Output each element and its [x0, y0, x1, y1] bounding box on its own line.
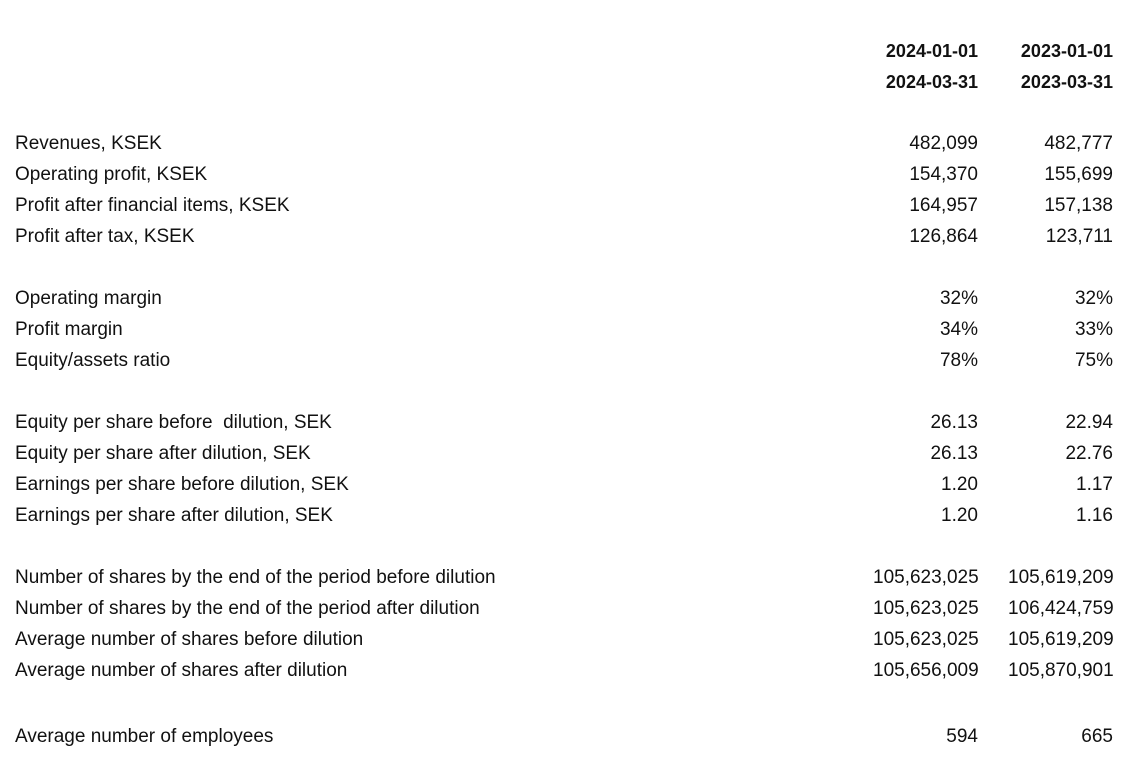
value-2024: 105,623,025 — [873, 566, 979, 588]
row-label: Profit after financial items, KSEK — [15, 194, 290, 216]
table-row — [15, 407, 1113, 438]
row-label: Operating margin — [15, 287, 162, 309]
row-label: Average number of shares before dilution — [15, 628, 364, 650]
table-row — [15, 128, 1113, 159]
value-2024: 105,623,025 — [873, 628, 979, 650]
table-row — [15, 469, 1113, 500]
row-label: Earnings per share before dilution, SEK — [15, 473, 349, 495]
value-2024: 78% — [939, 349, 978, 371]
table-row — [15, 283, 1113, 314]
table-header — [873, 36, 1113, 98]
period-start: 2024-01-01 — [885, 41, 978, 61]
value-2023: 106,424,759 — [1008, 597, 1114, 619]
table-row — [15, 624, 1113, 655]
table-row — [15, 562, 1113, 593]
table-row — [15, 593, 1113, 624]
period-column-2024 — [873, 36, 978, 98]
value-2023: 75% — [1074, 349, 1113, 371]
table-row — [15, 190, 1113, 221]
row-label: Revenues, KSEK — [15, 132, 162, 154]
value-2024: 105,656,009 — [873, 659, 979, 681]
value-2023: 665 — [1081, 725, 1113, 747]
value-2024: 482,099 — [909, 132, 978, 154]
row-label: Earnings per share after dilution, SEK — [15, 504, 333, 526]
value-2023: 105,870,901 — [1008, 659, 1114, 681]
period-end: 2023-03-31 — [1020, 72, 1113, 92]
row-label: Profit after tax, KSEK — [15, 225, 195, 247]
value-2023: 22.76 — [1065, 442, 1113, 464]
table-row — [15, 721, 1113, 752]
row-label: Operating profit, KSEK — [15, 163, 208, 185]
value-2024: 126,864 — [909, 225, 978, 247]
row-label: Equity per share after dilution, SEK — [15, 442, 311, 464]
value-2023: 32% — [1074, 287, 1113, 309]
group-spacer — [15, 252, 1113, 283]
value-2024: 105,623,025 — [873, 597, 979, 619]
table-row — [15, 500, 1113, 531]
value-2023: 155,699 — [1044, 163, 1113, 185]
value-2023: 105,619,209 — [1008, 566, 1114, 588]
row-label: Profit margin — [15, 318, 123, 340]
value-2024: 32% — [939, 287, 978, 309]
value-2023: 1.16 — [1076, 504, 1113, 526]
table-row — [15, 655, 1113, 686]
row-label: Average number of employees — [15, 725, 274, 747]
key-figures-table — [15, 128, 1113, 752]
table-row — [15, 438, 1113, 469]
group-spacer — [15, 686, 1113, 721]
value-2024: 1.20 — [941, 504, 978, 526]
value-2023: 157,138 — [1044, 194, 1113, 216]
value-2023: 105,619,209 — [1008, 628, 1114, 650]
value-2024: 164,957 — [909, 194, 978, 216]
table-row — [15, 314, 1113, 345]
group-spacer — [15, 376, 1113, 407]
value-2023: 123,711 — [1045, 225, 1113, 247]
table-row — [15, 221, 1113, 252]
value-2024: 594 — [946, 725, 978, 747]
row-label: Number of shares by the end of the period after dilution — [15, 597, 480, 619]
value-2023: 482,777 — [1044, 132, 1113, 154]
row-label: Average number of shares after dilution — [15, 659, 348, 681]
row-label: Equity/assets ratio — [15, 349, 171, 371]
table-row — [15, 159, 1113, 190]
value-2023: 22.94 — [1065, 411, 1113, 433]
table-row — [15, 345, 1113, 376]
value-2024: 26.13 — [930, 442, 978, 464]
value-2024: 1.20 — [941, 473, 978, 495]
value-2023: 1.17 — [1076, 473, 1113, 495]
value-2024: 154,370 — [909, 163, 978, 185]
value-2024: 34% — [939, 318, 978, 340]
period-start: 2023-01-01 — [1020, 41, 1113, 61]
period-column-2023 — [1008, 36, 1113, 98]
value-2023: 33% — [1074, 318, 1113, 340]
group-spacer — [15, 531, 1113, 562]
row-label: Number of shares by the end of the period before dilution — [15, 566, 496, 588]
row-label: Equity per share before dilution, SEK — [15, 411, 332, 433]
value-2024: 26.13 — [930, 411, 978, 433]
period-end: 2024-03-31 — [885, 72, 978, 92]
